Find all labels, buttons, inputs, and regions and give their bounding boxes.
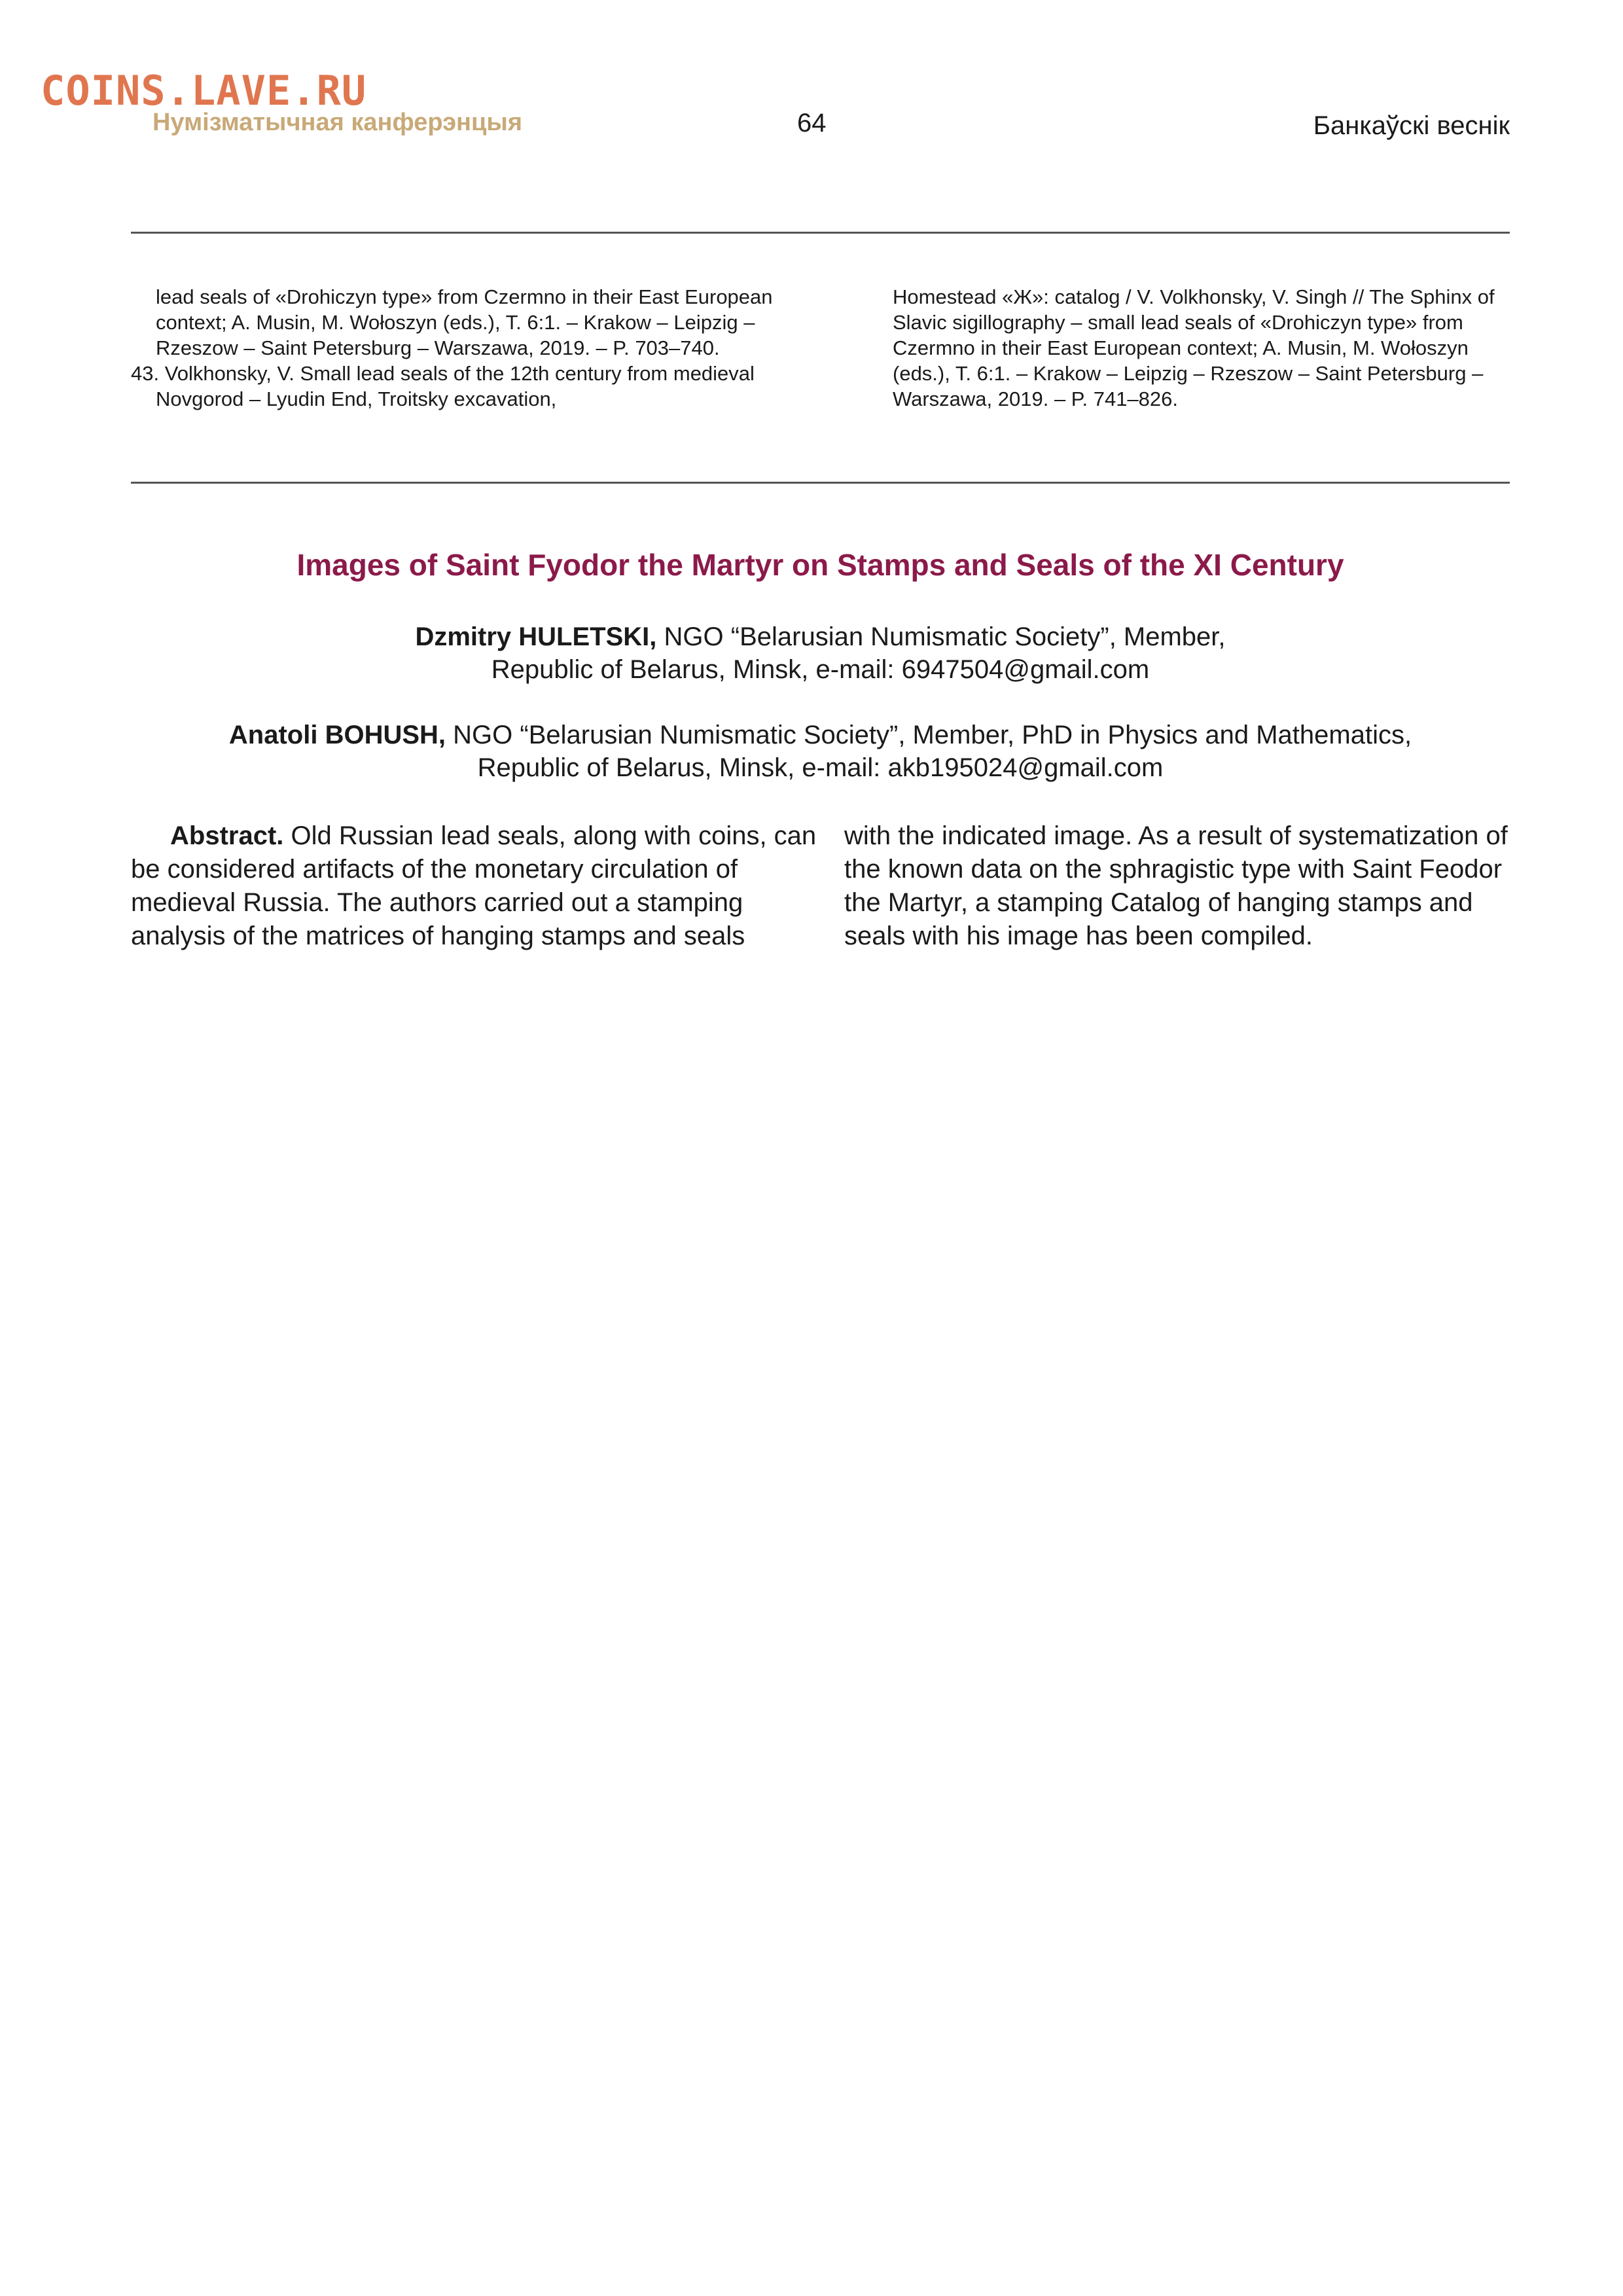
author-affiliation: NGO “Belarusian Numismatic Society”, Member, [664,622,1226,651]
author-block-1 [131,620,1510,686]
top-divider [131,232,1510,234]
article-title: Images of Saint Fyodor the Martyr on Stamps and Seals of the XI Century [296,548,1344,582]
running-header-journal: Банкаўскі веснік [1313,111,1510,140]
abstract-left-column [131,819,818,953]
bottom-divider [131,482,1510,484]
running-header-section: Нумізматычная канферэнцыя [152,109,522,136]
author-block-2 [131,719,1510,784]
author-affiliation: NGO “Belarusian Numismatic Society”, Member, PhD in Physics and Mathematics, [453,721,1412,749]
reference-item [131,361,798,412]
author-name: Dzmitry HULETSKI, [415,622,657,651]
abstract-label: Abstract. [170,821,284,850]
author-location: Republic of Belarus, Minsk, e-mail: akb195024@gmail.com [477,753,1164,782]
author-name: Anatoli BOHUSH, [228,721,446,749]
abstract-text-right: with the indicated image. As a result of systematization of the known data on the sphragistic type with Saint Feodor the Martyr, a stamping Catalog of hanging stamps and seals with his image has been compiled. [844,821,1508,950]
watermark-logo: COINS.LAVE.RU [41,67,367,115]
reference-continuation: lead seals of «Drohiczyn type» from Czermno in their East European context; A. Musin, M. Wołoszyn (eds.), T. 6:1. – Krakow – Leipzig – Rzeszow – Saint Petersburg – Warszawa, 2019. – P. 703–740. [156,285,773,359]
reference-number: 43. [131,362,160,385]
page-number: 64 [797,109,827,137]
reference-text: Volkhonsky, V. Small lead seals of the 12th century from medieval Novgorod – Lyudin End, Troitsky excavation, [156,362,755,410]
abstract-text-left: Old Russian lead seals, along with coins, can be considered artifacts of the monetary circulation of medieval Russia. The authors carried out a stamping analysis of the matrices of hanging stamps and seals [131,821,817,950]
reference-continuation: Homestead «Ж»: catalog / V. Volkhonsky, V. Singh // The Sphinx of Slavic sigillography – small lead seals of «Drohiczyn type» from Czermno in their East European context; A. Musin, M. Wołoszyn (eds.), T. 6:1. – Krakow – Leipzig – Rzeszow – Saint Petersburg – Warszawa, 2019. – P. 741–826. [893,285,1495,410]
references-left-column [131,284,798,412]
abstract-right-column [844,819,1525,953]
author-location: Republic of Belarus, Minsk, e-mail: 6947504@gmail.com [491,655,1150,684]
references-right-column [868,284,1516,412]
